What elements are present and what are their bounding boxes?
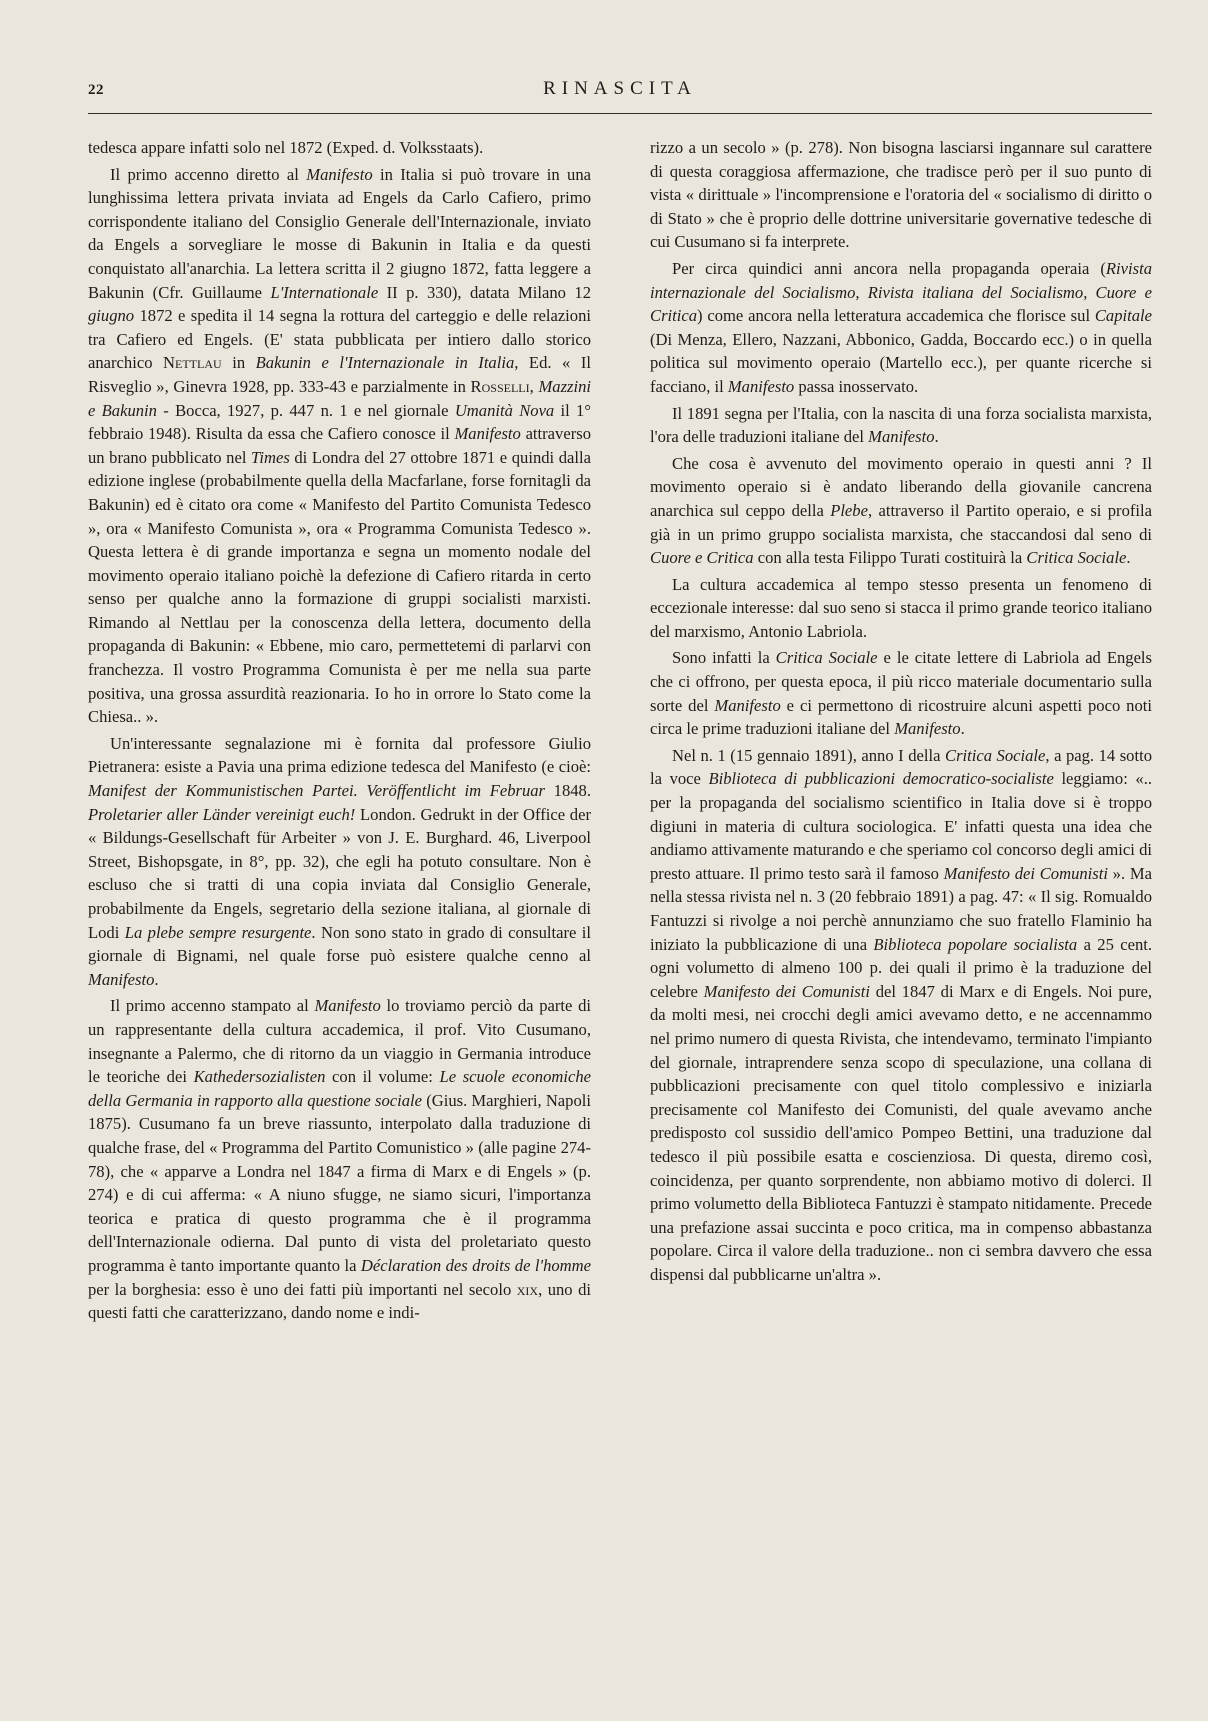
text-run: 1848. <box>545 781 591 801</box>
italic-title: Critica Sociale <box>945 745 1046 765</box>
text-run: Il 1891 segna per l'Italia, con la nascita di una forza socialista marxista, l'ora delle traduzioni italiane del <box>650 403 1152 447</box>
italic-title: L'Internationale <box>270 282 379 302</box>
italic-title: Mazzini e Bakunin <box>88 376 591 420</box>
text-run: tedesca appare infatti solo nel 1872 (Exped. d. Volksstaats). <box>88 138 484 157</box>
paragraph <box>88 994 591 1324</box>
text-run: attraverso un brano pubblicato nel <box>88 424 591 467</box>
text-run: il 1° febbraio 1948). Risulta da essa che Cafiero conosce il <box>88 400 591 444</box>
right-column <box>650 136 1152 1696</box>
text-run: II p. 330), datata Milano 12 <box>378 282 591 302</box>
text-run: rizzo a un secolo » (p. 278). Non bisogna lasciarsi ingannare sul carattere di questa coraggiosa affermazione, che tradisce però per il suo punto di vista « dirittuale » l'incomprensione e l'oratoria del « socialismo di diritto o di Stato » che è proprio delle dottrine universitarie governative tedesche di cui Cusumano si fa interprete. <box>650 138 1152 252</box>
text-run: per la borghesia: esso è uno dei fatti più importanti nel secolo <box>88 1279 517 1299</box>
text-run: del 1847 di Marx e di Engels. Noi pure, da molti mesi, nei crocchi degli amici avevamo detto, e ne accennammo nel primo numero di questa Rivista, che intendevamo, terminato l'impianto del giornale, intraprendere senza scopo di speculazione, una collana di pubblicazioni precisamente con quel titolo complessivo e iniziarla precisamente col Manifesto dei Comunisti, del quale avevamo anche predisposto col sussidio dell'amico Pompeo Bettini, una traduzione dal tedesco il più possibile esatta e coscienziosa. Di questa, diremo così, coincidenza, per quanto sorprendente, non abbiamo motivo di dolerci. Il primo volumetto della Biblioteca Fantuzzi è stampato nitidamente. Precede una prefazione assai succinta e poco critica, ma in compenso abbastanza popolare. Circa il valore della traduzione.. non ci sembra davvero che essa dispensi dal pubblicarne un'altra ». <box>650 981 1152 1284</box>
small-caps-name: Rosselli <box>470 376 530 396</box>
italic-title: Proletarier aller Länder vereinigt euch! <box>88 804 356 824</box>
header-rule <box>88 113 1152 114</box>
italic-title: Manifesto dei Comunisti <box>703 981 870 1001</box>
text-run: ». Ma nella stessa rivista nel n. 3 (20 febbraio 1891) a pag. 47: « Il sig. Romualdo Fantuzzi si rivolge a noi perchè annunziamo che suo fratello Flaminio ha iniziato la pubblicazione di una <box>650 863 1152 954</box>
text-run: . <box>154 969 159 989</box>
text-run: . <box>934 427 939 447</box>
text-run: , attraverso il Partito operaio, e si profila già in un primo gruppo socialista marxista, che staccandosi dal seno di <box>650 500 1152 544</box>
italic-title: Umanità Nova <box>454 400 555 420</box>
small-caps-name: Nettlau <box>163 353 222 373</box>
italic-title: giugno <box>88 306 135 326</box>
text-run: 1872 e spedita il 14 segna la rottura del carteggio e delle relazioni tra Cafiero ed Engels. (E' stata pubblicata per intiero dallo storico anarchico <box>88 306 591 373</box>
text-run: passa inosservato. <box>794 376 919 396</box>
text-run: con il volume: <box>325 1067 440 1087</box>
text-run: a 25 cent. ogni volumetto di almeno 100 p. dei quali il primo è la traduzione del celebre <box>650 934 1152 1001</box>
text-run: - Bocca, 1927, p. 447 n. 1 e nel giornale <box>156 400 455 420</box>
text-run: Per circa quindici anni ancora nella propaganda operaia ( <box>672 258 1106 278</box>
text-run: e ci permettono di ricostruire alcuni aspetti poco noti circa le prime traduzioni italiane del <box>650 695 1152 739</box>
small-caps-name: xix <box>516 1279 539 1299</box>
italic-title: Plebe <box>830 500 868 520</box>
italic-title: Manifesto <box>314 996 381 1016</box>
paragraph <box>650 646 1152 740</box>
italic-title: Biblioteca di pubblicazioni democratico-socialiste <box>708 769 1054 789</box>
italic-title: Critica Sociale <box>1026 548 1127 568</box>
text-run: , Ed. « Il Risveglio », Ginevra 1928, pp. 333-43 e parzialmente in <box>88 353 591 396</box>
text-run: Che cosa è avvenuto del movimento operaio in questi anni ? Il movimento operaio si è andato liberando della giovanile cancrena anarchica sul ceppo della <box>650 453 1152 520</box>
paragraph <box>650 452 1152 570</box>
text-run: di Londra del 27 ottobre 1871 e quindi dalla edizione inglese (probabilmente quella della Macfarlane, forse fornitagli da Bakunin) ed è citato ora come « Manifesto del Partito Comunista Tedesco », ora « Manifesto Comunista », ora « Programma Comunista Tedesco ». Questa lettera è di grande importanza e segna un momento nodale del movimento operaio italiano poichè la defezione di Cafiero ritarda in certo senso per qualche anno la formazione di gruppi socialisti marxisti. Rimando al Nettlau per la conoscenza della lettera, documento della propaganda di Bakunin: « Ebbene, mio caro, permettetemi di parlarvi con franchezza. Il vostro Programma Comunista è per me nella sua parte positiva, una grossa assurdità reazionaria. Io ho in orrore lo Stato come la Chiesa.. ». <box>88 447 591 727</box>
text-run: La cultura accademica al tempo stesso presenta un fenomeno di eccezionale interesse: dal suo seno si stacca il primo grande teorico italiano del marxismo, Antonio Labriola. <box>650 574 1152 641</box>
page-number: 22 <box>88 82 104 98</box>
italic-title: Bakunin e l'Internazionale in Italia <box>255 353 515 373</box>
italic-title: Critica Sociale <box>775 648 878 668</box>
italic-title: Manifesto <box>454 424 521 444</box>
italic-title: Déclaration des droits de l'homme <box>360 1255 591 1275</box>
text-run: Il primo accenno stampato al <box>110 996 315 1016</box>
left-column <box>88 136 591 1696</box>
text-run: leggiamo: «.. per la propaganda del socialismo scientifico in Italia dove si è troppo digiuni in materia di cultura sociologica. E' infatti questa una idea che andiamo attivamente maturando e che speriamo col concorso degli amici di presto attuare. Il primo testo sarà il famoso <box>650 769 1152 883</box>
italic-title: Manifesto <box>88 969 155 989</box>
paragraph <box>88 732 591 992</box>
italic-title: Manifest der Kommunistischen Partei. Veröffentlicht im Februar <box>88 781 546 801</box>
italic-title: Manifesto dei Comunisti <box>943 863 1108 883</box>
paragraph <box>88 136 591 160</box>
paragraph <box>650 136 1152 254</box>
italic-title: Times <box>251 447 290 467</box>
text-run: . Non sono stato in grado di consultare il giornale di Bignami, nel quale forse può esistere qualche cenno al <box>88 922 591 966</box>
text-run: con alla testa Filippo Turati costituirà la <box>753 548 1027 568</box>
italic-title: La plebe sempre resurgente <box>124 922 312 942</box>
text-run: e le citate lettere di Labriola ad Engels che ci offrono, per questa epoca, il più ricco materiale documentario sulla sorte del <box>650 648 1152 715</box>
italic-title: Capitale <box>1094 306 1152 326</box>
text-run: , a pag. 14 sotto la voce <box>650 745 1152 789</box>
paragraph <box>650 257 1152 399</box>
text-run: , <box>529 376 539 396</box>
italic-title: Kathedersozialisten <box>193 1067 326 1087</box>
italic-title: Manifesto <box>894 719 961 739</box>
text-run: Sono infatti la <box>672 648 776 668</box>
text-run: Un'interessante segnalazione mi è fornita dal professore Giulio Pietranera: esiste a Pavia una prima edizione tedesca del Manifesto (e cioè: <box>88 733 591 777</box>
running-header <box>88 78 1152 112</box>
text-run: London. Gedrukt in der Office der « Bildungs-Gesellschaft für Arbeiter » von J. E. Burghard. 46, Liverpool Street, Bishopsgate, in 8°, pp. 32), che egli ha potuto consultare. Non è escluso che si tratti di una copia inviata dal Consiglio Generale, probabilmente da Engels, segretario della sezione italiana, al giornale di Lodi <box>88 804 591 942</box>
italic-title: Cuore e Critica <box>650 548 754 568</box>
paragraph <box>650 402 1152 449</box>
text-run: in <box>221 353 256 373</box>
text-run: Il primo accenno diretto al <box>110 164 307 184</box>
journal-title: RINASCITA <box>543 78 697 99</box>
text-run: (Di Menza, Ellero, Nazzani, Abbonico, Gadda, Boccardo ecc.) o in quella politica sul movimento operaio (Martello ecc.), per quante ricerche si facciano, il <box>650 329 1152 396</box>
text-run: Nel n. 1 (15 gennaio 1891), anno I della <box>672 745 945 765</box>
italic-title: Manifesto <box>868 427 935 447</box>
italic-title: Manifesto <box>306 164 373 184</box>
italic-title: Le scuole economiche della Germania in rapporto alla questione sociale <box>88 1067 591 1110</box>
italic-title: Manifesto <box>714 695 781 715</box>
text-run: lo troviamo perciò da parte di un rappresentante della cultura accademica, il prof. Vito Cusumano, insegnante a Palermo, che di ritorno da un viaggio in Germania introduce le teoriche dei <box>88 996 591 1087</box>
text-run: . <box>1126 548 1131 568</box>
paragraph <box>88 163 591 729</box>
text-run: . <box>960 719 965 739</box>
text-run: in Italia si può trovare in una lunghissima lettera privata inviata ad Engels da Carlo Cafiero, primo corrispondente italiano del Consiglio Generale dell'Internazionale, inviato da Engels a sorvegliare le mosse di Bakunin in Italia e da questi conquistato all'anarchia. La lettera scritta il 2 giugno 1872, fatta leggere a Bakunin (Cfr. Guillaume <box>88 164 591 302</box>
italic-title: Biblioteca popolare socialista <box>873 934 1078 954</box>
text-run: (Gius. Marghieri, Napoli 1875). Cusumano fa un breve riassunto, interpolato dalla traduzione di qualche frase, del « Programma del Partito Comunistico » (alle pagine 274-78), che « apparve a Londra nel 1847 a firma di Marx e di Engels » (p. 274) e di cui afferma: « A niuno sfugge, ne siamo sicuri, l'importanza teorica e pratica di questo programma che è il programma dell'Internazionale odierna. Dal punto di vista del proletariato questo programma è tanto importante quanto la <box>88 1090 591 1275</box>
paragraph <box>650 744 1152 1287</box>
text-run: ) come ancora nella letteratura accademica che florisce sul <box>697 306 1095 326</box>
italic-title: Manifesto <box>727 376 795 396</box>
paragraph <box>650 573 1152 644</box>
italic-title: Rivista internazionale del Socialismo, Rivista italiana del Socialismo, Cuore e Critica <box>650 258 1152 326</box>
text-run: , uno di questi fatti che caratterizzano, dando nome e indi- <box>88 1279 591 1323</box>
